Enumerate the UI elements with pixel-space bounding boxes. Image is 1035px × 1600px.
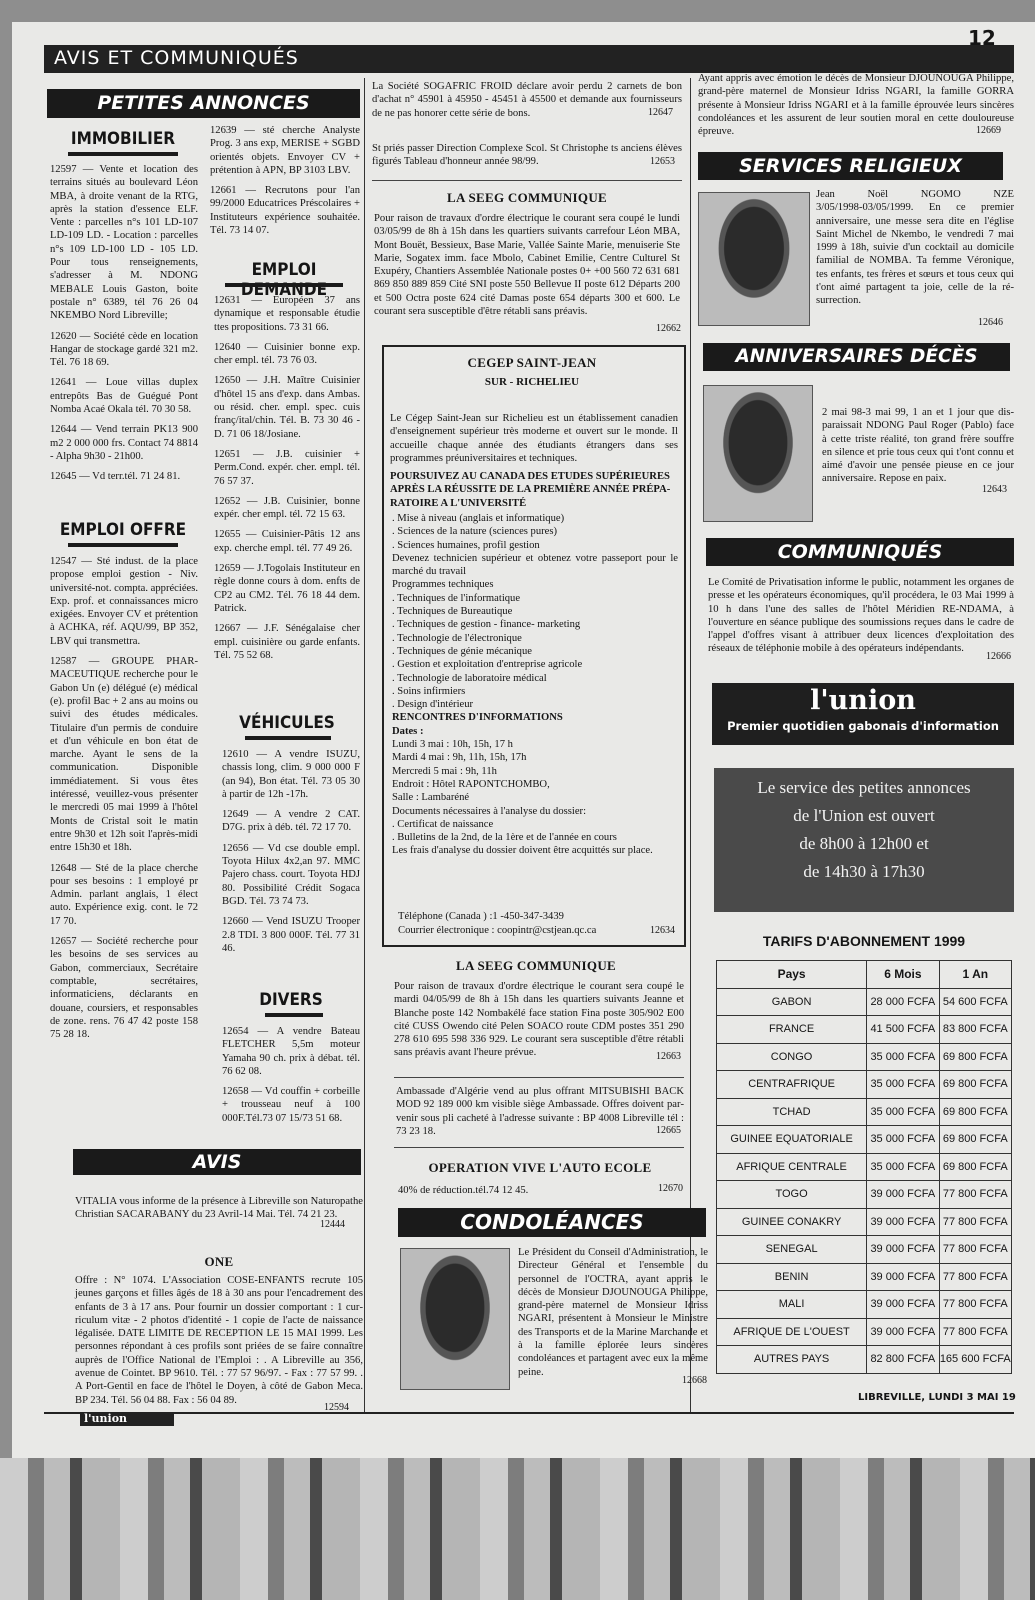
scan-background (0, 1458, 1035, 1600)
table-row (717, 1318, 1012, 1346)
cegep-docs: Documents nécessaires à l'analyse du dossier: (392, 805, 587, 817)
cell: SENEGAL (717, 1236, 867, 1264)
cegep-ref: 12634 (650, 925, 675, 936)
condoleances-heading: CONDOLÉANCES (398, 1208, 706, 1237)
cell: 82 800 FCFA (867, 1346, 939, 1374)
cegep-mail: Courrier électronique : coopintr@cstjean.qc.ca (398, 925, 597, 936)
cell: 69 800 FCFA (939, 1126, 1011, 1154)
footer-dateline: LIBREVILLE, LUNDI 3 MAI 19 (858, 1392, 1016, 1403)
communiques-heading: COMMUNIQUÉS (706, 538, 1014, 566)
column-divider (364, 78, 365, 1414)
auto-ecole-title: OPERATION VIVE L'AUTO ECOLE (428, 1160, 652, 1175)
cell: 39 000 FCFA (867, 1208, 939, 1236)
cell: AUTRES PAYS (717, 1346, 867, 1374)
heading-underline (68, 543, 178, 547)
footer-logo: l'union (80, 1412, 174, 1426)
list-item: . Gestion et exploitation d'entreprise agricole (392, 659, 583, 671)
column-header: 1 An (939, 961, 1011, 989)
column-header: Pays (717, 961, 867, 989)
communiques-ref: 12666 (986, 651, 1011, 662)
list-item: 12667 — J.F. Sénégalaise cher empl. cuisinière ou garde enfants. Tél. 75 52 68. (214, 623, 360, 661)
heading-underline (68, 152, 178, 156)
table-row (717, 1043, 1012, 1071)
cell: GUINEE CONAKRY (717, 1208, 867, 1236)
vehicules-heading: VÉHICULES (239, 713, 335, 733)
tarifs-table (716, 960, 1012, 1374)
divers-list (222, 1025, 360, 1132)
list-item: 12660 — Vend ISUZU Trooper 2.8 TDI. 3 800 000F. Tél. 77 31 46. (222, 916, 360, 954)
immobilier-list (50, 163, 198, 491)
seeg1-ref: 12662 (656, 323, 681, 334)
condoleances-ref: 12668 (682, 1375, 707, 1386)
table-row (717, 1153, 1012, 1181)
list-item: . Techniques de gestion - finance- marketing (392, 619, 581, 631)
emploi-demande-list (214, 294, 360, 669)
cell: CENTRAFRIQUE (717, 1071, 867, 1099)
recruitment-list (210, 124, 360, 244)
communiques-text: Le Comité de Privatisation informe le public, notamment les organes de presse et les opérateurs économiques, qu'il procédera, le 03 Mai 1999 à 10 h dans l'une des salles de l'hôtel Méridien RE-NDAMA, à l'ouverture en séance publique des soumissions reçues dans le cadre de l'appel d'offres visant à attribuer deux licences d'exploitation des réseaux de téléphonie mobile à des opérateurs indépendants. (708, 577, 1014, 655)
list-item: 12655 — Cuisinier-Pâtis 12 ans exp. cherche empl. tél. 77 49 26. (214, 529, 360, 554)
cell: 28 000 FCFA (867, 988, 939, 1016)
seeg1-text: Pour raison de travaux d'ordre électrique le courant sera coupé le lundi 03/05/99 de 8h à 15h dans les quartiers suivants carrefour Léon MBA, Mont Bouët, Bessieux, Base Marie, Vallée Sainte Marie, menuiserie Ste Marie, Sogatex imm. face Mbolo, Cabinet Emilie, Centre Culturel St Exupéry, Chantiers Assemblée Nationale postes 0+ +00 560 72 631 681 869 850 889 859 Cité SNI poste 550 Bellevue II poste 612 Départs 200 et 500 Octra poste 624 cité Damas poste 654 départs 300 et 600. Le courant sera susceptible d'être rétabli sans préavis. (374, 213, 680, 318)
table-row (717, 988, 1012, 1016)
list-item: 12657 — Société recherche pour les besoins de ses services au Gabon, commerciaux, Secrétaire comptable, secrétaires, informaticiens, déclarants en douane, coursiers, et responsables de zone. rens. 76 47 42 poste 158 75 28 18. (50, 936, 198, 1041)
cegep-intro: Le Cégep Saint-Jean sur Richelieu est un établissement canadien d'enseignement supérieur très moderne et ouvert sur le monde. Il accueille chaque année des étudiants étrangers dans ses programmes préuniversitaires et techniques. (390, 413, 678, 464)
footer-rule (44, 1412, 1014, 1414)
list-item: . Techniques de génie mécanique (392, 645, 532, 657)
list-item: . Mise à niveau (anglais et informatique) (392, 513, 565, 524)
list-item: . Certificat de naissance (392, 818, 494, 830)
list-item: 12661 — Recrutons pour l'an 99/2000 Educatrices Préscolaires + Instituteurs expérience souhaitée. Tél. 73 14 07. (210, 185, 360, 237)
cell: 39 000 FCFA (867, 1236, 939, 1264)
anniversaires-text: 2 mai 98-3 mai 99, 1 an et 1 jour que disparaissait NDONG Paul Roger (Pablo) face à cette triste réalité, ton grand frère souffre en silence et prie tous ceux qui t'ont connu et aimé d'avoir une pensée pieuse en ce jour anniversaire. Repose en paix. (822, 407, 1014, 485)
list-item: 12547 — Sté indust. de la place propose emploi gestion - Niv. université-not. compta. appréciées. Exp. prof. et connaissances micro exigées. Envoyer CV et prétention à ACHKA, réf. AQU/99, BP 352, LBV qui transmettra. (50, 556, 198, 647)
list-item: 12648 — Sté de la place cherche pour ses besoins : 1 employé pr Admin. parlant anglais, 1 élect auto. Expérience exig. cont. le 72 17 70. (50, 862, 198, 927)
list-item: Lundi 3 mai : 10h, 15h, 17 h (392, 739, 513, 751)
cell: TCHAD (717, 1098, 867, 1126)
immobilier-heading: IMMOBILIER (70, 129, 176, 149)
condoleances-text: Le Président du Conseil d'Administration, le Directeur Général et l'ensemble du personnel de l'OCTRA, ayant appris le décès de Monsieur DJOUNOUGA Philippe, grand-père maternel de Monsieur Idriss NGARI, présentent à Monsieur le Ministre des Transports et de la Marine Marchande et à la famille éplorée leurs sincères condoléances et partagent avec eux la même peine. (518, 1247, 708, 1378)
cell: 35 000 FCFA (867, 1098, 939, 1126)
cegep-fees: Les frais d'analyse du dossier doivent être acquittés sur place. (392, 845, 653, 857)
list-item: 12640 — Cuisinier bonne exp. cher empl. tél. 73 76 03. (214, 341, 360, 367)
petites-annonces-heading: PETITES ANNONCES (47, 89, 360, 118)
heading-underline (265, 1013, 323, 1017)
auto-ecole-ref: 12670 (658, 1183, 683, 1194)
list-item: 12659 — J.Togolais Instituteur en règle donne cours à dom. enfts de CP2 au CM2. Tél. 76 18 44 dem. Patrick. (214, 563, 360, 614)
divers-heading: DIVERS (259, 990, 323, 1010)
list-item: 12650 — J.H. Maître Cuisinier d'hôtel 15 ans d'exp. dans Ambas. ou résid. cher. empl. spec. cuis franç/ital/chin. Tél. B. 73 30 46 - D. 71 06 18/Josiane. (214, 375, 360, 440)
union-tagline: Premier quotidien gabonais d'information (727, 719, 999, 733)
cegep-phone: Téléphone (Canada ) :1 -450-347-3439 (398, 911, 564, 922)
cell: 35 000 FCFA (867, 1043, 939, 1071)
portrait-photo (703, 385, 813, 522)
table-row (717, 1236, 1012, 1264)
cell: 69 800 FCFA (939, 1098, 1011, 1126)
table-row (717, 1181, 1012, 1209)
list-item: 12654 — A vendre Bateau FLETCHER 5,5m moteur Yamaha 90 ch. prix à débat. tél. 76 62 08. (222, 1026, 360, 1077)
list-item: . Techniques de l'informatique (392, 592, 521, 604)
avis-heading: AVIS (73, 1149, 361, 1175)
anniversaires-heading: ANNIVERSAIRES DÉCÈS (703, 343, 1010, 371)
list-item: . Technologie de laboratoire médical (392, 672, 547, 684)
section-title: AVIS ET COMMUNIQUÉS (54, 47, 299, 69)
list-item: . Sciences de la nature (sciences pures) (392, 526, 558, 538)
cell: 83 800 FCFA (939, 1016, 1011, 1044)
tarifs-body (717, 988, 1012, 1373)
list-item: 12652 — J.B. Cuisinier, bonne expér. cher empl. tél. 72 15 63. (214, 495, 360, 521)
divider (372, 180, 682, 181)
cegep-prog-label: Programmes techniques (392, 579, 494, 591)
anniversaires-ref: 12643 (982, 484, 1007, 495)
list-item: 12641 — Loue villas duplex entrepôts Bas de Guégué Pont Nomba Acaé Okala tél. 70 30 58. (50, 377, 198, 416)
table-row (717, 1346, 1012, 1374)
emploi-offre-heading: EMPLOI OFFRE (59, 520, 187, 540)
avis-ref: 12444 (320, 1219, 345, 1230)
list-item: . Technologie de l'électronique (392, 632, 522, 644)
list-item: 12631 — Européen 37 ans dynamique et responsable étudie ttes propositions. 73 31 66. (214, 295, 360, 333)
cell: 35 000 FCFA (867, 1071, 939, 1099)
divider (394, 1077, 684, 1078)
cegep-prep-list (392, 512, 678, 858)
list-item: Mercredi 5 mai : 9h, 11h (392, 765, 497, 777)
cell: AFRIQUE CENTRALE (717, 1153, 867, 1181)
table-row (717, 1263, 1012, 1291)
table-header-row (717, 961, 1012, 989)
services-text: Jean Noël NGOMO NZE 3/05/1998-03/05/1999. En ce premier anniversaire, une messe sera dite en l'église Saint Michel de Nkembo, le vendredi 7 mai 1999 à 18h, suivie d'un cocktail au domicile familial de NOMBA. Ta femme Véronique, tes enfants, tes frères et sœurs et tous ceux qui t'ont aimé partagent ta joie, celle de la résurrection. (816, 189, 1014, 307)
cell: FRANCE (717, 1016, 867, 1044)
avis-text: VITALIA vous informe de la présence à Libreville son Naturopathe Christian SACARABANY du 23 Avril-14 Mai. Tél. 74 21 23. (75, 1196, 363, 1221)
cell: 39 000 FCFA (867, 1181, 939, 1209)
service-line: Le service des petites annonces (757, 778, 971, 797)
cell: 54 600 FCFA (939, 988, 1011, 1016)
list-item: . Bulletins de la 2nd, de la 1ère et de l'année en cours (392, 832, 617, 844)
cell: 39 000 FCFA (867, 1318, 939, 1346)
list-item: Mardi 4 mai : 9h, 11h, 15h, 17h (392, 752, 527, 764)
union-logo: l'union (810, 685, 916, 716)
vehicules-list (222, 748, 360, 962)
cell: BENIN (717, 1263, 867, 1291)
list-item: 12651 — J.B. cuisinier + Perm.Cond. expér. cher. empl. tél. 76 57 37. (214, 448, 360, 487)
one-ref: 12594 (324, 1402, 349, 1413)
cell: 39 000 FCFA (867, 1291, 939, 1319)
list-item: 12620 — Société cède en location Hangar de stockage gardé 321 m2. Tél. 76 18 69. (50, 330, 198, 369)
cegep-heading: POURSUIVEZ AU CANADA DES ETUDES SUPÉRIEURES APRÈS LA RÉUSSITE DE LA PREMIÈRE ANNÉE PRÉPARATOIRE A L'UNIVERSITÉ (390, 471, 671, 509)
one-title: ONE (204, 1254, 234, 1269)
sogafric-notice: La Société SOGAFRIC FROID déclare avoir perdu 2 carnets de bon d'achat n° 45901 à 45950 - 45451 à 45500 et demande aux fournisseurs de ne pas honorer cette série de bons. (372, 81, 682, 119)
emploi-demande-heading: EMPLOI DEMANDE (240, 260, 328, 300)
cell: 77 800 FCFA (939, 1208, 1011, 1236)
seeg1-title: LA SEEG COMMUNIQUE (447, 190, 607, 205)
table-row (717, 1016, 1012, 1044)
services-ref: 12646 (978, 317, 1003, 328)
heading-underline (245, 736, 331, 740)
tarifs-title: TARIFS D'ABONNEMENT 1999 (762, 933, 966, 949)
cell: 77 800 FCFA (939, 1181, 1011, 1209)
tarifs-table-wrap (716, 960, 1012, 1374)
table-row (717, 1291, 1012, 1319)
service-line: de l'Union est ouvert (793, 806, 935, 825)
union-banner (712, 683, 1014, 745)
cell: 165 600 FCFA (939, 1346, 1011, 1374)
sogafric-ref: 12647 (648, 107, 673, 118)
djounouga-notice: Ayant appris avec émotion le décès de Monsieur DJOUNOUGA Philippe, grand-père maternel de Monsieur Idriss NGARI, la famille GORRA présente à Monsieur Idriss NGARI et à la famille éprouvée leurs sincères condoléances et les assurent de leur soutien moral en cette douloureuse épreuve. (698, 73, 1014, 138)
services-religieux-heading: SERVICES RELIGIEUX (698, 152, 1003, 180)
list-item: 12639 — sté cherche Analyste Prog. 3 ans exp, MERISE + SGBD orientés objets. Envoyer CV + prétention à APN, BP 3103 LBV. (210, 125, 360, 176)
emploi-offre-list (50, 555, 198, 1048)
heading-underline (225, 283, 343, 287)
cell: 35 000 FCFA (867, 1126, 939, 1154)
cegep-subtitle: SUR - RICHELIEU (484, 376, 580, 388)
list-item: 12658 — Vd couffin + corbeille + trousseau neuf à 100 000F.Tél.73 07 15/73 51 68. (222, 1086, 360, 1124)
list-item: 12644 — Vend terrain PK13 900 m2 2 000 000 frs. Contact 74 8814 - Alpha 9h30 - 21h00. (50, 424, 198, 462)
seeg2-text: Pour raison de travaux d'ordre électrique le courant sera coupé le mardi 04/05/99 de 8h à 15h dans les quartiers suivants Jeanne et Blanche poste 142 Nombakélé face station Fina poste 305/902 E00 cité CUSS Owendo cité Pelen SOACO route CDM postes 351 290 278 610 695 598 336 929. Le courant sera susceptible d'être rétabli sans préavis avant l'heure prévue. (394, 981, 684, 1059)
cegep-room: Salle : Lambaréné (392, 792, 470, 804)
cegep-title: CEGEP SAINT-JEAN (467, 355, 597, 370)
cegep-passport: Devenez technicien supérieur et obtenez votre passeport pour le marché du travail (392, 552, 678, 578)
stchristophe-ref: 12653 (650, 156, 675, 167)
cell: 77 800 FCFA (939, 1291, 1011, 1319)
cell: 41 500 FCFA (867, 1016, 939, 1044)
cell: 35 000 FCFA (867, 1153, 939, 1181)
algerie-notice: Ambassade d'Algérie vend au plus offrant MITSUBISHI BACK MOD 92 189 000 km visible siège Ambassade. Offres doivent parvenir sous pli cacheté à l'adresse suivante : BP 4008 Libreville tél : 73 23 18. (396, 1086, 684, 1137)
one-text: Offre : N° 1074. L'Association COSE-ENFANTS recrute 105 jeunes garçons et filles âgés de 18 à 30 ans pour l'encadrement des enfants de 3 à 17 ans. Pour fournir un dossier comportant : 1 curriculum vitæ - 2 photos d'identité - 1 copie de l'acte de naissance légalisée. DATE LIMITE DE RECEPTION LE 15 MAI 1999. Les personnes répondant à ces profils sont priées de se faire connaître auprès de l'Office National de l'Emploi : . A Libreville au 356, avenue de Cointet. BP 9610. Tél. : 77 57 96/97. - Fax : 77 57 99. . A Port-Gentil en face de l'hôtel le Doyen, à côté de Gabon Meca. BP 234. Tél. 56 04 88. Fax : 56 04 89. (75, 1275, 363, 1406)
service-hours-box (714, 768, 1014, 912)
service-line: de 8h00 à 12h00 et (799, 834, 929, 853)
cell: MALI (717, 1291, 867, 1319)
seeg2-title: LA SEEG COMMUNIQUE (456, 958, 616, 973)
service-line: de 14h30 à 17h30 (803, 862, 925, 881)
cell: 69 800 FCFA (939, 1043, 1011, 1071)
seeg2-ref: 12663 (656, 1051, 681, 1062)
cegep-meetings: RENCONTRES D'INFORMATIONS (392, 712, 563, 724)
table-row (717, 1098, 1012, 1126)
cell: 77 800 FCFA (939, 1236, 1011, 1264)
stchristophe-notice: St priés passer Direction Complexe Scol. St Christophe ts anciens élèves figurés Tableau d'honneur année 98/99. (372, 143, 682, 168)
list-item: 12649 — A vendre 2 CAT. D7G. prix à déb. tél. 72 17 70. (222, 809, 360, 834)
auto-ecole-text: 40% de réduction.tél.74 12 45. (398, 1185, 529, 1196)
cell: TOGO (717, 1181, 867, 1209)
cell: GABON (717, 988, 867, 1016)
list-item: . Soins infirmiers (392, 685, 466, 697)
cell: 69 800 FCFA (939, 1153, 1011, 1181)
cell: 77 800 FCFA (939, 1318, 1011, 1346)
list-item: . Sciences humaines, profil gestion (392, 539, 540, 551)
table-row (717, 1126, 1012, 1154)
cegep-place: Endroit : Hôtel RAPONTCHOMBO, (392, 778, 550, 790)
table-row (717, 1071, 1012, 1099)
list-item: 12610 — A vendre ISUZU, chassis long, clim. 9 000 000 F (an 94), Bon état. Tél. 73 05 30 à partir de 12h -17h. (222, 749, 360, 800)
list-item: 12656 — Vd cse double empl. Toyota Hilux 4x2,an 97. MMC Pajero chass. court. Toyota HDJ 80. Possibilité Crédit Sogaca BGD. Tél. 73 74 73. (222, 842, 360, 907)
table-row (717, 1208, 1012, 1236)
page-number: 12 (968, 26, 996, 50)
cell: 69 800 FCFA (939, 1071, 1011, 1099)
cegep-dates-label: Dates : (392, 725, 424, 737)
list-item: 12597 — Vente et location des terrains situés au boulevard Léon MBA, à droite venant de la RTG, après la station d'essence ELF. Vente : parcelles n°s 101 LD-107 LD-109 LD. - Location : parcelles n°s 109 LD-100 LD - 105 LD. Pour tous renseignements, s'adresser à M. NDONG MEBALE Louis Gaston, boite postale n° 6389, tél 76 26 04 NKEMBO Nord Libreville; (50, 164, 198, 322)
portrait-photo (400, 1248, 510, 1390)
cell: CONGO (717, 1043, 867, 1071)
cell: AFRIQUE DE L'OUEST (717, 1318, 867, 1346)
column-header: 6 Mois (867, 961, 939, 989)
cell: 77 800 FCFA (939, 1263, 1011, 1291)
list-item: . Design d'intérieur (392, 699, 474, 711)
portrait-photo (698, 192, 810, 326)
list-item: 12645 — Vd terr.tél. 71 24 81. (50, 471, 181, 483)
list-item: 12587 — GROUPE PHARMACEUTIQUE recherche pour le Gabon Un (e) délégué (e) médical (e). profil Bac + 2 ans au moins ou suivi des études médicales. Titulaire d'un permis de conduire et d'un véhicule en bon état de marche. Ayant le sens de la communication. Disponible immédiatement. Si vous êtes intéressé, veuillez-vous présenter le mercredi 05 mai 1999 à l'hôtel Monts de Cristal soit le matin entre 9h30 et 12h soit l'après-midi entre 15h30 et 18h. (50, 656, 198, 854)
algerie-ref: 12665 (656, 1125, 681, 1136)
list-item: . Techniques de Bureautique (392, 606, 513, 618)
divider (394, 1147, 684, 1148)
djounouga-ref: 12669 (976, 125, 1001, 136)
cell: 39 000 FCFA (867, 1263, 939, 1291)
cell: GUINEE EQUATORIALE (717, 1126, 867, 1154)
